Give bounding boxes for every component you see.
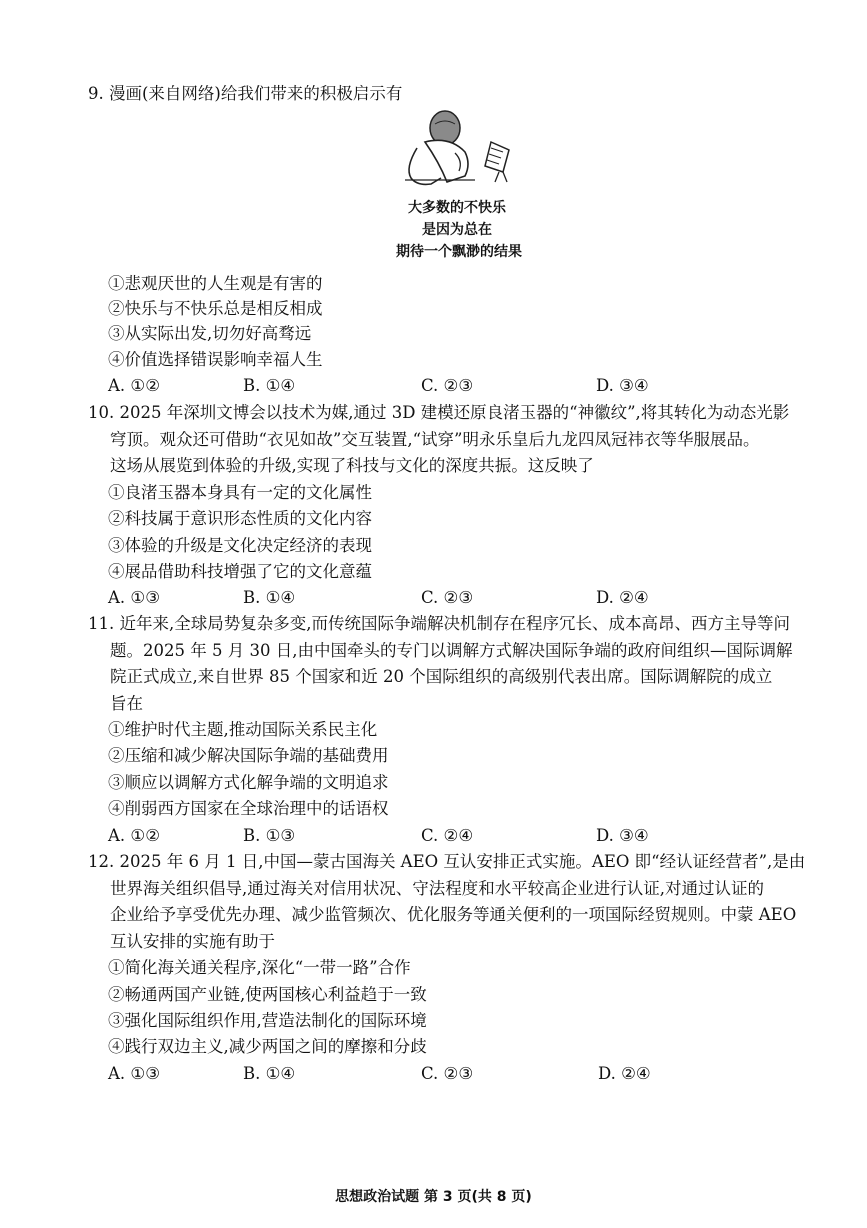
- q11-option-c[interactable]: C. ②④: [421, 826, 474, 845]
- q9-item-2: ②快乐与不快乐总是相反相成: [108, 299, 323, 318]
- q10-stem-line-1: 10. 2025 年深圳文博会以技术为媒,通过 3D 建模还原良渚玉器的“神徽纹”,将其转化为动态光影: [88, 403, 790, 422]
- q10-item-3: ③体验的升级是文化决定经济的表现: [108, 536, 372, 555]
- q12-option-b[interactable]: B. ①④: [243, 1064, 296, 1083]
- q11-option-a[interactable]: A. ①②: [108, 826, 160, 845]
- q11-stem-line-1: 11. 近年来,全球局势复杂多变,而传统国际争端解决机制存在程序冗长、成本高昂、西方主导等问: [88, 614, 790, 633]
- q11-item-4: ④削弱西方国家在全球治理中的话语权: [108, 799, 389, 818]
- q11-stem-line-4: 旨在: [110, 694, 143, 713]
- page-footer: 思想政治试题 第 3 页(共 8 页): [335, 1189, 532, 1205]
- q10-option-b[interactable]: B. ①④: [243, 588, 296, 607]
- q12-item-4: ④践行双边主义,减少两国之间的摩擦和分歧: [108, 1037, 427, 1056]
- q12-item-1: ①简化海关通关程序,深化“一带一路”合作: [108, 958, 411, 977]
- q12-stem-line-3: 企业给予享受优先办理、减少监管频次、优化服务等通关便利的一项国际经贸规则。中蒙 AEO: [110, 905, 797, 924]
- q12-option-d[interactable]: D. ②④: [598, 1064, 651, 1083]
- q11-item-1: ①维护时代主题,推动国际关系民主化: [108, 720, 378, 739]
- q12-item-3: ③强化国际组织作用,营造法制化的国际环境: [108, 1011, 427, 1030]
- q10-option-c[interactable]: C. ②③: [421, 588, 474, 607]
- q12-stem-line-1: 12. 2025 年 6 月 1 日,中国—蒙古国海关 AEO 互认安排正式实施。AEO 即“经认证经营者”,是由: [88, 852, 806, 871]
- q12-option-a[interactable]: A. ①③: [108, 1064, 160, 1083]
- q10-option-d[interactable]: D. ②④: [596, 588, 649, 607]
- q9-option-a[interactable]: A. ①②: [108, 376, 160, 395]
- cartoon-caption-line-3: 期待一个飘渺的结果: [396, 244, 522, 260]
- q12-stem-line-2: 世界海关组织倡导,通过海关对信用状况、守法程度和水平较高企业进行认证,对通过认证的: [110, 879, 764, 898]
- q11-stem-line-3: 院正式成立,来自世界 85 个国家和近 20 个国际组织的高级别代表出席。国际调解院的成立: [110, 667, 773, 686]
- q10-stem-line-2: 穹顶。观众还可借助“衣见如故”交互装置,“试穿”明永乐皇后九龙四凤冠祎衣等华服展品。: [110, 430, 760, 449]
- q10-item-2: ②科技属于意识形态性质的文化内容: [108, 509, 372, 528]
- q10-option-a[interactable]: A. ①③: [108, 588, 160, 607]
- q10-item-4: ④展品借助科技增强了它的文化意蕴: [108, 562, 372, 581]
- q11-option-d[interactable]: D. ③④: [596, 826, 649, 845]
- q9-option-d[interactable]: D. ③④: [596, 376, 649, 395]
- q11-option-b[interactable]: B. ①③: [243, 826, 296, 845]
- q11-item-3: ③顺应以调解方式化解争端的文明追求: [108, 773, 389, 792]
- q11-item-2: ②压缩和减少解决国际争端的基础费用: [108, 746, 389, 765]
- q11-stem-line-2: 题。2025 年 5 月 30 日,由中国牵头的专门以调解方式解决国际争端的政府间组织—国际调解: [110, 641, 793, 660]
- q10-item-1: ①良渚玉器本身具有一定的文化属性: [108, 483, 372, 502]
- q10-stem-line-3: 这场从展览到体验的升级,实现了科技与文化的深度共振。这反映了: [110, 456, 594, 475]
- cartoon-caption-line-2: 是因为总在: [422, 222, 492, 238]
- q9-option-b[interactable]: B. ①④: [243, 376, 296, 395]
- q9-item-1: ①悲观厌世的人生观是有害的: [108, 274, 323, 293]
- cartoon-caption-line-1: 大多数的不快乐: [408, 200, 506, 216]
- q9-item-3: ③从实际出发,切勿好高骛远: [108, 324, 312, 343]
- q9-stem: 9. 漫画(来自网络)给我们带来的积极启示有: [88, 84, 403, 103]
- q9-item-4: ④价值选择错误影响幸福人生: [108, 350, 323, 369]
- q12-stem-line-4: 互认安排的实施有助于: [110, 932, 275, 951]
- q12-option-c[interactable]: C. ②③: [421, 1064, 474, 1083]
- q9-option-c[interactable]: C. ②③: [421, 376, 474, 395]
- q12-item-2: ②畅通两国产业链,使两国核心利益趋于一致: [108, 985, 427, 1004]
